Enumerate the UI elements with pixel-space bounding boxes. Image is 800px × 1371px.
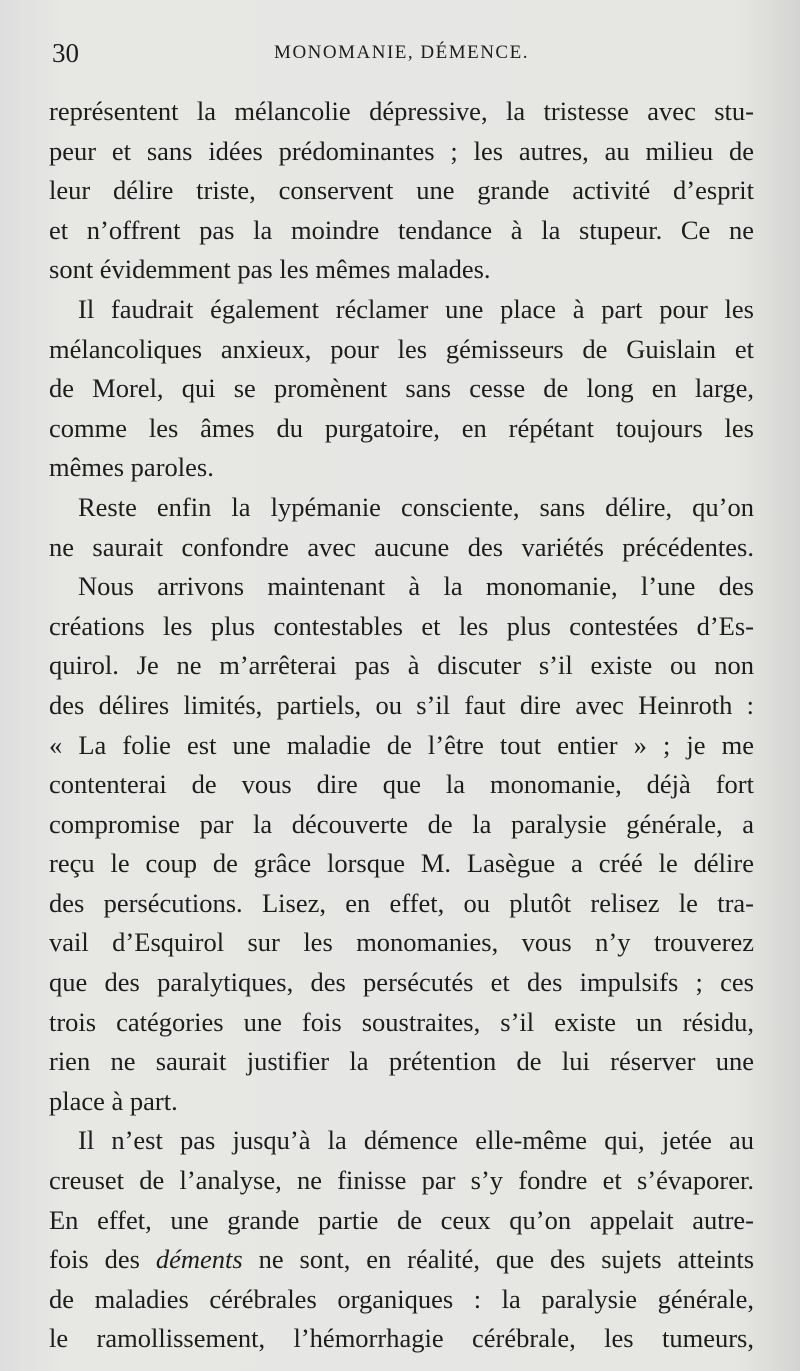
- text-line: peur et sans idées prédominantes ; les autres, au milieu de: [49, 135, 754, 166]
- paragraph-5: [49, 1121, 754, 1359]
- text-line: de maladies cérébrales organiques : la paralysie générale,: [49, 1283, 754, 1314]
- text-line: de Morel, qui se promènent sans cesse de long en large,: [49, 373, 754, 404]
- text-line: ne saurait confondre avec aucune des variétés précédentes.: [49, 531, 754, 562]
- running-title: MONOMANIE, DÉMENCE.: [274, 42, 529, 63]
- text-line: trois catégories une fois soustraites, s’il existe un résidu,: [49, 1006, 754, 1037]
- text-line: mêmes paroles.: [49, 452, 214, 483]
- text-line: créations les plus contestables et les plus contestées d’Es-: [49, 610, 754, 641]
- text-line: mélancoliques anxieux, pour les gémisseurs de Guislain et: [49, 333, 754, 364]
- text-line: et n’offrent pas la moindre tendance à la stupeur. Ce ne: [49, 214, 754, 245]
- text-line: creuset de l’analyse, ne finisse par s’y fondre et s’évaporer.: [49, 1165, 754, 1196]
- text-line-with-italic: [49, 1240, 754, 1280]
- text-line: sont évidemment pas les mêmes malades.: [49, 254, 491, 285]
- text-line: le ramollissement, l’hémorrhagie cérébrale, les tumeurs,: [49, 1323, 754, 1354]
- body-text: [49, 92, 754, 1359]
- text-line: Il n’est pas jusqu’à la démence elle-même qui, jetée au: [78, 1125, 754, 1156]
- page-number: 30: [52, 38, 79, 68]
- text-line: que des paralytiques, des persécutés et des impulsifs ; ces: [49, 967, 754, 998]
- paragraph-4: [49, 567, 754, 1121]
- text-line: Il faudrait également réclamer une place à part pour les: [78, 293, 754, 324]
- italic-term: déments: [155, 1244, 243, 1275]
- paragraph-1: [49, 92, 754, 290]
- text-line: représentent la mélancolie dépressive, la tristesse avec stu-: [49, 96, 754, 126]
- text-line: des délires limités, partiels, ou s’il faut dire avec Heinroth :: [49, 689, 754, 720]
- running-head: [49, 30, 754, 86]
- text-line: place à part.: [49, 1085, 178, 1116]
- text-fragment: ne sont, en réalité, que des sujets atteints: [258, 1244, 754, 1275]
- text-line: En effet, une grande partie de ceux qu’on appelait autre-: [49, 1204, 754, 1235]
- text-fragment: fois des: [49, 1244, 140, 1275]
- text-line: Reste enfin la lypémanie consciente, sans délire, qu’on: [78, 491, 754, 522]
- text-line: comme les âmes du purgatoire, en répétant toujours les: [49, 412, 754, 443]
- text-line: des persécutions. Lisez, en effet, ou plutôt relisez le tra-: [49, 887, 754, 918]
- text-line: reçu le coup de grâce lorsque M. Lasègue a créé le délire: [49, 848, 754, 879]
- paragraph-2: [49, 290, 754, 488]
- text-line: « La folie est une maladie de l’être tout entier » ; je me: [49, 729, 754, 760]
- text-line: contenterai de vous dire que la monomanie, déjà fort: [49, 769, 754, 800]
- text-line: quirol. Je ne m’arrêterai pas à discuter s’il existe ou non: [49, 650, 754, 681]
- text-line: compromise par la découverte de la paralysie générale, a: [49, 808, 754, 839]
- paragraph-3: [49, 488, 754, 567]
- text-line: rien ne saurait justifier la prétention de lui réserver une: [49, 1046, 754, 1077]
- text-line: leur délire triste, conservent une grande activité d’esprit: [49, 175, 754, 206]
- text-line: vail d’Esquirol sur les monomanies, vous n’y trouverez: [49, 927, 754, 958]
- text-line: Nous arrivons maintenant à la monomanie, l’une des: [78, 571, 754, 602]
